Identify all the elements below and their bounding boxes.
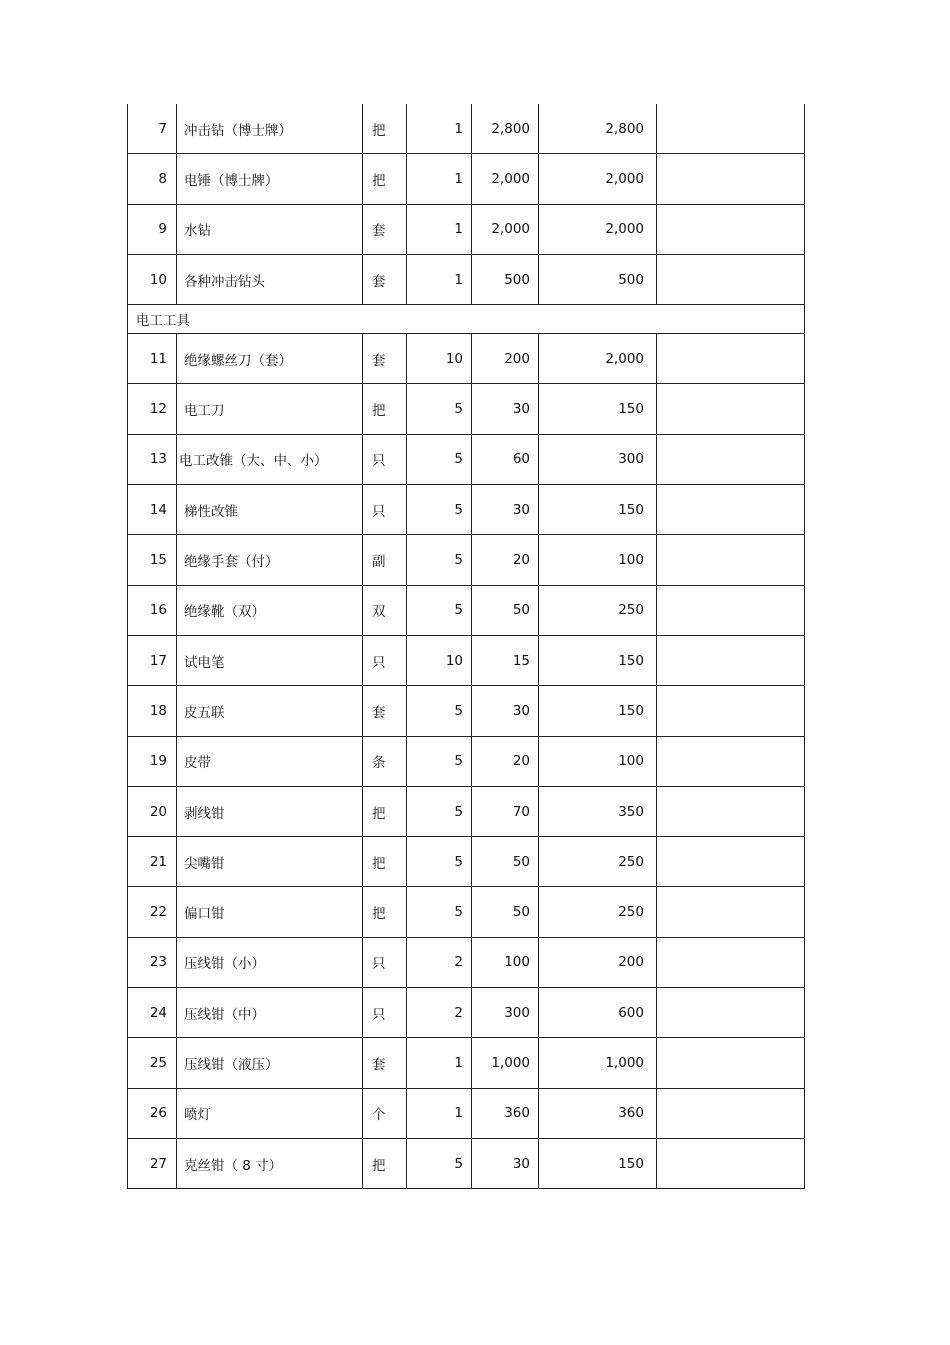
item-number-cell: 24	[128, 988, 177, 1038]
item-name-cell: 梯性改锥	[177, 485, 363, 535]
item-quantity-cell: 10	[407, 334, 472, 384]
item-quantity-cell: 5	[407, 686, 472, 736]
item-quantity-cell: 5	[407, 434, 472, 484]
item-note-cell	[657, 1138, 805, 1188]
item-unit-price-cell: 60	[472, 434, 539, 484]
table-row	[128, 837, 805, 887]
item-number-cell: 14	[128, 485, 177, 535]
item-total-cell: 150	[539, 485, 657, 535]
item-unit-cell: 把	[363, 384, 407, 434]
item-unit-price-cell: 2,000	[472, 204, 539, 254]
item-unit-cell: 把	[363, 154, 407, 204]
item-quantity-cell: 5	[407, 485, 472, 535]
item-note-cell	[657, 485, 805, 535]
item-unit-price-cell: 70	[472, 786, 539, 836]
item-name-cell: 冲击钻（博士牌）	[177, 104, 363, 154]
item-total-cell: 150	[539, 686, 657, 736]
table-row	[128, 585, 805, 635]
item-name-cell: 各种冲击钻头	[177, 254, 363, 304]
tools-table	[127, 104, 805, 1189]
item-name-cell: 压线钳（中）	[177, 988, 363, 1038]
item-note-cell	[657, 254, 805, 304]
item-unit-price-cell: 2,800	[472, 104, 539, 154]
table-row	[128, 154, 805, 204]
table-row	[128, 1088, 805, 1138]
item-quantity-cell: 5	[407, 786, 472, 836]
item-unit-cell: 只	[363, 635, 407, 685]
table-row	[128, 485, 805, 535]
tools-table-body	[128, 104, 805, 1189]
item-unit-cell: 只	[363, 485, 407, 535]
item-number-cell: 10	[128, 254, 177, 304]
item-name-cell: 绝缘靴（双）	[177, 585, 363, 635]
item-name-cell: 剥线钳	[177, 786, 363, 836]
item-unit-price-cell: 2,000	[472, 154, 539, 204]
item-name-cell: 偏口钳	[177, 887, 363, 937]
item-quantity-cell: 1	[407, 1088, 472, 1138]
table-row	[128, 204, 805, 254]
item-name-cell: 喷灯	[177, 1088, 363, 1138]
item-name-cell: 绝缘螺丝刀（套）	[177, 334, 363, 384]
item-unit-price-cell: 500	[472, 254, 539, 304]
item-number-cell: 25	[128, 1038, 177, 1088]
item-number-cell: 15	[128, 535, 177, 585]
item-total-cell: 250	[539, 887, 657, 937]
item-note-cell	[657, 154, 805, 204]
item-name-cell: 压线钳（液压）	[177, 1038, 363, 1088]
item-note-cell	[657, 1038, 805, 1088]
table-row	[128, 937, 805, 987]
item-name-cell: 电工改锥（大、中、小）	[177, 434, 363, 484]
item-quantity-cell: 5	[407, 384, 472, 434]
item-number-cell: 19	[128, 736, 177, 786]
table-row	[128, 384, 805, 434]
item-unit-price-cell: 360	[472, 1088, 539, 1138]
item-note-cell	[657, 635, 805, 685]
item-unit-cell: 只	[363, 988, 407, 1038]
item-name-cell: 克丝钳（ 8 寸）	[177, 1138, 363, 1188]
item-total-cell: 100	[539, 736, 657, 786]
item-unit-cell: 个	[363, 1088, 407, 1138]
item-number-cell: 12	[128, 384, 177, 434]
item-note-cell	[657, 1088, 805, 1138]
table-row	[128, 887, 805, 937]
table-row	[128, 736, 805, 786]
item-number-cell: 17	[128, 635, 177, 685]
item-unit-price-cell: 100	[472, 937, 539, 987]
item-note-cell	[657, 334, 805, 384]
item-unit-cell: 把	[363, 1138, 407, 1188]
item-quantity-cell: 1	[407, 154, 472, 204]
item-note-cell	[657, 104, 805, 154]
table-row	[128, 535, 805, 585]
table-row	[128, 1038, 805, 1088]
item-total-cell: 2,000	[539, 204, 657, 254]
item-name-cell: 绝缘手套（付）	[177, 535, 363, 585]
item-number-cell: 21	[128, 837, 177, 887]
item-note-cell	[657, 937, 805, 987]
item-number-cell: 9	[128, 204, 177, 254]
item-unit-cell: 套	[363, 254, 407, 304]
item-number-cell: 26	[128, 1088, 177, 1138]
item-total-cell: 2,800	[539, 104, 657, 154]
item-unit-cell: 只	[363, 937, 407, 987]
item-name-cell: 皮带	[177, 736, 363, 786]
table-row	[128, 434, 805, 484]
item-total-cell: 150	[539, 635, 657, 685]
item-quantity-cell: 1	[407, 204, 472, 254]
item-name-cell: 电工刀	[177, 384, 363, 434]
item-name-cell: 压线钳（小）	[177, 937, 363, 987]
item-unit-price-cell: 300	[472, 988, 539, 1038]
item-quantity-cell: 2	[407, 937, 472, 987]
item-total-cell: 600	[539, 988, 657, 1038]
item-unit-cell: 副	[363, 535, 407, 585]
item-unit-price-cell: 1,000	[472, 1038, 539, 1088]
item-total-cell: 1,000	[539, 1038, 657, 1088]
item-total-cell: 100	[539, 535, 657, 585]
item-number-cell: 8	[128, 154, 177, 204]
item-note-cell	[657, 434, 805, 484]
item-quantity-cell: 5	[407, 837, 472, 887]
item-total-cell: 350	[539, 786, 657, 836]
item-name-cell: 电锤（博士牌）	[177, 154, 363, 204]
item-number-cell: 18	[128, 686, 177, 736]
item-quantity-cell: 10	[407, 635, 472, 685]
item-total-cell: 2,000	[539, 154, 657, 204]
item-quantity-cell: 2	[407, 988, 472, 1038]
item-number-cell: 27	[128, 1138, 177, 1188]
item-total-cell: 360	[539, 1088, 657, 1138]
item-unit-price-cell: 30	[472, 384, 539, 434]
item-number-cell: 16	[128, 585, 177, 635]
item-total-cell: 2,000	[539, 334, 657, 384]
table-row	[128, 988, 805, 1038]
item-unit-price-cell: 30	[472, 1138, 539, 1188]
item-total-cell: 500	[539, 254, 657, 304]
item-unit-price-cell: 30	[472, 485, 539, 535]
item-number-cell: 20	[128, 786, 177, 836]
item-unit-cell: 把	[363, 104, 407, 154]
item-unit-cell: 条	[363, 736, 407, 786]
table-row	[128, 254, 805, 304]
item-note-cell	[657, 736, 805, 786]
item-unit-price-cell: 50	[472, 837, 539, 887]
item-unit-cell: 只	[363, 434, 407, 484]
item-number-cell: 22	[128, 887, 177, 937]
item-quantity-cell: 1	[407, 104, 472, 154]
item-unit-cell: 把	[363, 837, 407, 887]
item-number-cell: 7	[128, 104, 177, 154]
item-unit-cell: 把	[363, 786, 407, 836]
item-note-cell	[657, 988, 805, 1038]
table-row	[128, 635, 805, 685]
item-name-cell: 尖嘴钳	[177, 837, 363, 887]
item-quantity-cell: 1	[407, 254, 472, 304]
item-unit-price-cell: 200	[472, 334, 539, 384]
item-total-cell: 250	[539, 837, 657, 887]
item-quantity-cell: 5	[407, 585, 472, 635]
item-number-cell: 11	[128, 334, 177, 384]
section-title: 电工工具	[128, 305, 805, 334]
item-note-cell	[657, 384, 805, 434]
item-name-cell: 水钻	[177, 204, 363, 254]
item-total-cell: 150	[539, 384, 657, 434]
item-note-cell	[657, 204, 805, 254]
item-unit-cell: 双	[363, 585, 407, 635]
item-unit-cell: 套	[363, 204, 407, 254]
item-unit-price-cell: 20	[472, 535, 539, 585]
table-row	[128, 334, 805, 384]
item-unit-price-cell: 50	[472, 585, 539, 635]
item-note-cell	[657, 535, 805, 585]
item-quantity-cell: 5	[407, 535, 472, 585]
item-note-cell	[657, 887, 805, 937]
table-row	[128, 786, 805, 836]
item-name-cell: 皮五联	[177, 686, 363, 736]
item-unit-price-cell: 30	[472, 686, 539, 736]
item-quantity-cell: 5	[407, 736, 472, 786]
item-unit-cell: 套	[363, 334, 407, 384]
item-total-cell: 150	[539, 1138, 657, 1188]
item-note-cell	[657, 786, 805, 836]
item-unit-price-cell: 15	[472, 635, 539, 685]
item-quantity-cell: 5	[407, 887, 472, 937]
item-note-cell	[657, 686, 805, 736]
item-unit-price-cell: 50	[472, 887, 539, 937]
item-number-cell: 13	[128, 434, 177, 484]
item-unit-cell: 套	[363, 686, 407, 736]
section-header-row	[128, 305, 805, 334]
item-number-cell: 23	[128, 937, 177, 987]
table-row	[128, 1138, 805, 1188]
item-total-cell: 200	[539, 937, 657, 987]
item-note-cell	[657, 585, 805, 635]
item-total-cell: 300	[539, 434, 657, 484]
item-quantity-cell: 5	[407, 1138, 472, 1188]
item-unit-cell: 把	[363, 887, 407, 937]
table-row	[128, 686, 805, 736]
item-note-cell	[657, 837, 805, 887]
item-name-cell: 试电笔	[177, 635, 363, 685]
item-unit-price-cell: 20	[472, 736, 539, 786]
table-row	[128, 104, 805, 154]
item-total-cell: 250	[539, 585, 657, 635]
item-quantity-cell: 1	[407, 1038, 472, 1088]
item-unit-cell: 套	[363, 1038, 407, 1088]
